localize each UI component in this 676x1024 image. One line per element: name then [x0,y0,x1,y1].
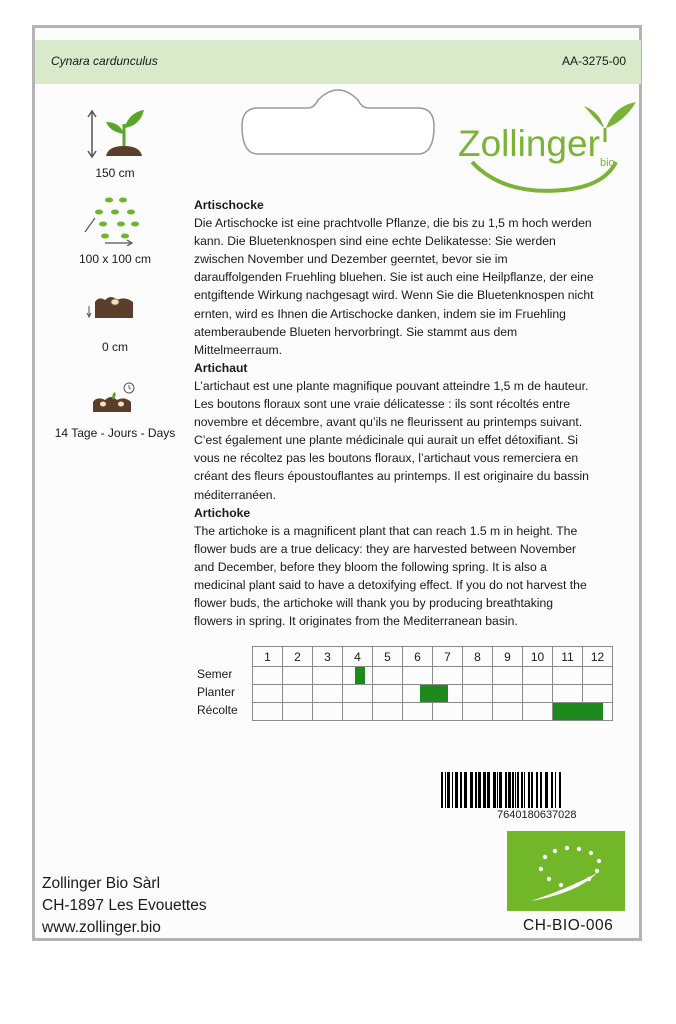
calendar-cell [463,667,493,685]
calendar-cell [313,685,343,703]
calendar-cell [283,703,313,721]
month-10: 10 [523,647,553,667]
height-info [40,108,190,180]
sowing-calendar [252,646,613,721]
barcode-bar [441,772,443,808]
calendar-cell [463,685,493,703]
calendar-cell [343,667,373,685]
barcode-bar [447,772,450,808]
barcode-bar [528,772,530,808]
barcode-bar [499,772,502,808]
calendar-cell [523,667,553,685]
calendar-cell [283,685,313,703]
calendar-row [253,685,613,703]
barcode-bar [445,772,446,808]
barcode-bar [559,772,561,808]
calendar-cell [403,685,433,703]
depth-label: 0 cm [101,340,128,354]
french-title: Artichaut [194,360,248,375]
german-title: Artischocke [194,198,264,212]
month-7: 7 [433,647,463,667]
calendar-cell [283,667,313,685]
barcode-bar [536,772,538,808]
barcode-bar [487,772,490,808]
calendar-row-label-sow: Semer [197,667,233,681]
barcode-bar [497,772,498,808]
calendar-bar [355,667,366,684]
month-3: 3 [313,647,343,667]
barcode-bar [505,772,507,808]
germination-label: 14 Tage - Jours - Days [54,426,176,440]
month-9: 9 [493,647,523,667]
month-11: 11 [553,647,583,667]
calendar-cell [373,667,403,685]
calendar-cell [553,703,583,721]
barcode-bar [512,772,514,808]
month-6: 6 [403,647,433,667]
barcode-bar [464,772,467,808]
hanger-tab-outline [238,88,438,158]
description-block [194,196,594,630]
calendar-cell [553,685,583,703]
barcode-bar [531,772,533,808]
eu-organic-leaf-icon [507,831,625,911]
month-5: 5 [373,647,403,667]
company-name: Zollinger Bio Sàrl [42,875,161,892]
company-website[interactable]: www.zollinger.bio [42,919,161,936]
barcode-bar [508,772,511,808]
article-number: AA-3275-00 [561,54,626,68]
germination-time-icon [85,380,145,416]
barcode-bar [460,772,462,808]
calendar-cell [493,667,523,685]
barcode-bar [478,772,481,808]
calendar-header-row [253,647,613,667]
barcode-bar [470,772,473,808]
barcode-bar [493,772,496,808]
barcode-bar [540,772,542,808]
calendar-cell [253,685,283,703]
calendar-bar [420,685,448,702]
month-1: 1 [253,647,283,667]
barcode-bar [515,772,516,808]
latin-name: Cynara cardunculus [51,54,158,68]
barcode-bar [517,772,519,808]
calendar-cell [373,685,403,703]
calendar-cell [253,667,283,685]
spacing-label: 100 x 100 cm [78,252,152,266]
calendar-cell [373,703,403,721]
plant-spacing-icon [75,196,155,246]
calendar-cell [523,703,553,721]
calendar-cell [493,703,523,721]
logo-subtext: bio [600,157,615,169]
calendar-cell [583,667,613,685]
company-info [42,873,207,939]
height-label: 150 cm [95,166,135,180]
calendar-cell [253,703,283,721]
calendar-cell [433,703,463,721]
calendar-row-label-harvest: Récolte [197,703,238,717]
spacing-info [40,196,190,266]
month-2: 2 [283,647,313,667]
eu-organic-logo [507,831,625,911]
depth-info [40,290,190,354]
german-text: Die Artischocke ist eine prachtvolle Pflanze, die bis zu 1,5 m hoch werden kann. Die Bluetenknospen sind eine echte Delikatesse: Sie werden zwischen November und Dezember geerntet, bevor sie im darauffolgenden Fruehling bluehen. Sie ist auch eine Heilpflanze, der eine entgiftende Wirkung nachgesagt wird. Wenn Sie die Bluetenknospen nicht ernten, wird es Ihnen die Artischocke danken, indem sie im Fruehling atemberaubende Blueten hervorbringt. Sie stammt aus dem Mittelmeerraum. [194,216,594,357]
barcode-bar [545,772,548,808]
calendar-cell [463,703,493,721]
calendar-cell [403,703,433,721]
calendar-bar [553,703,603,720]
sowing-depth-icon [85,290,145,324]
calendar-cell [343,685,373,703]
calendar-cell [523,685,553,703]
barcode-bar [483,772,486,808]
barcode-bar [452,772,453,808]
calendar-cell [403,667,433,685]
plant-height-icon [80,108,150,160]
calendar-cell [583,685,613,703]
calendar-cell [553,667,583,685]
barcode-bar [555,772,556,808]
calendar-cell [493,685,523,703]
calendar-cell [313,703,343,721]
month-8: 8 [463,647,493,667]
month-12: 12 [583,647,613,667]
barcode-bar [551,772,553,808]
zollinger-logo [454,98,640,198]
english-title: Artichoke [194,505,251,520]
calendar-cell [433,667,463,685]
calendar-row [253,667,613,685]
barcode-number: 7640180637028 [497,809,577,821]
barcode-bar [524,772,525,808]
calendar-row [253,703,613,721]
company-address: CH-1897 Les Evouettes [42,897,207,914]
calendar-cell [343,703,373,721]
barcode [441,772,621,808]
english-text: The artichoke is a magnificent plant that can reach 1.5 m in height. The flower buds are a true delicacy: they are harvested between November and December, before they bloom the following spring. It is also a medicinal plant said to have a detoxifying effect. If you do not harvest the flower buds, the artichoke will thank you by producing breathtaking flowers in spring. It originates from the Mediterranean basin. [194,523,587,629]
barcode-bar [475,772,477,808]
barcode-bar [521,772,523,808]
barcode-bar [455,772,458,808]
french-text: L’artichaut est une plante magnifique pouvant atteindre 1,5 m de hauteur. Les boutons floraux sont une vraie délicatesse : ils sont récoltés entre novembre et décembre, avant qu’ils ne fleurissent au printemps suivant. C’est également une plante médicinale qui aurait un effet détoxifiant. Si vous ne récoltez pas les boutons floraux, l’artichaut vous remerciera en créant des fleurs époustouflantes au printemps. Il est originaire du bassin méditerranéen. [194,378,589,502]
calendar-cell [313,667,343,685]
calendar-row-label-plant: Planter [197,685,236,699]
month-4: 4 [343,647,373,667]
germination-info [40,380,190,440]
logo-text: Zollinger [458,123,600,164]
certification-code: CH-BIO-006 [523,917,614,934]
